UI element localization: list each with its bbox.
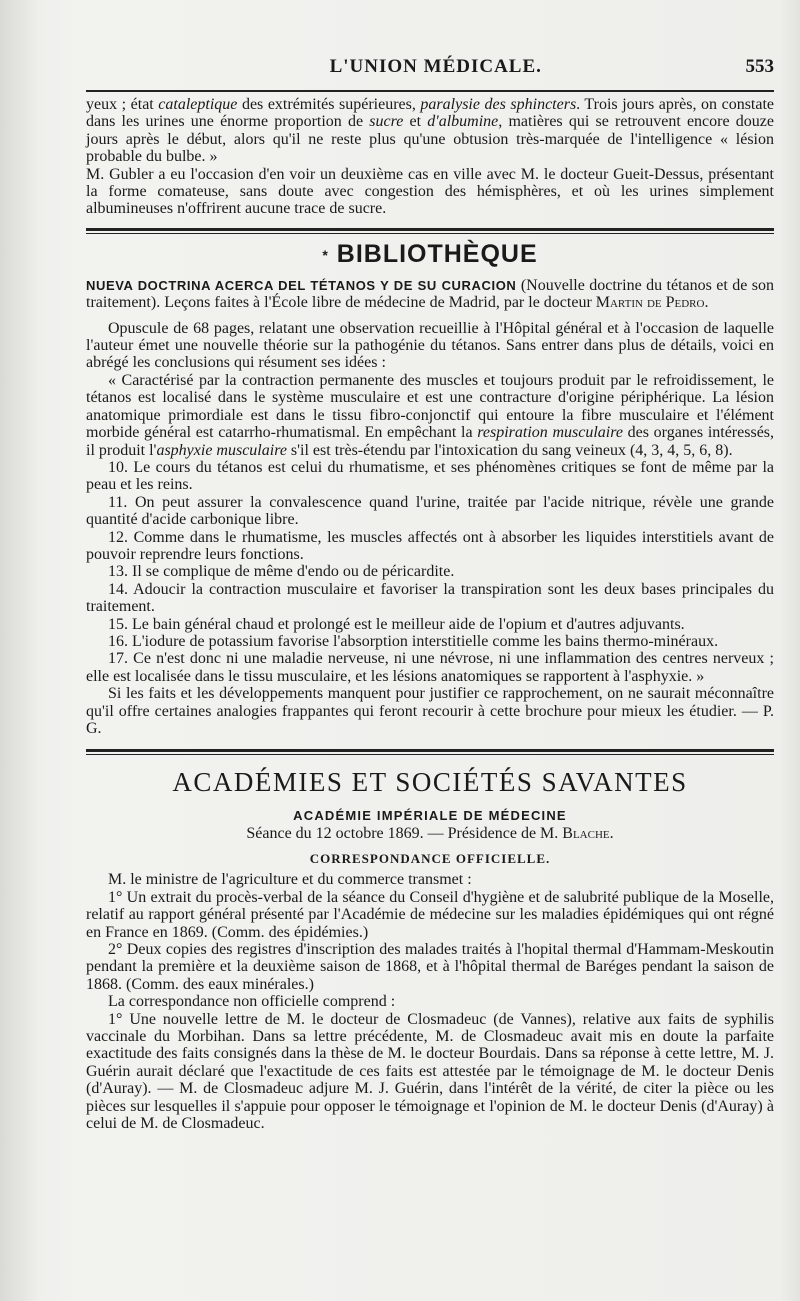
conclusion-item: 10. Le cours du tétanos est celui du rhumatisme, et ses phénomènes critiques se font de même par la peau et les reins. [86, 458, 774, 494]
paragraph-minister: M. le ministre de l'agriculture et du commerce transmet : [108, 871, 472, 889]
conclusion-item: 14. Adoucir la contraction musculaire et favoriser la transpiration sont les deux bases principales du traitement. [86, 580, 774, 616]
conclusion-item: 16. L'iodure de potassium favorise l'absorption interstitielle comme les bains thermo-minéraux. [108, 632, 719, 650]
author-name: Martin de Pedro [595, 294, 705, 312]
paragraph-item-2: 2° Deux copies des registres d'inscription des malades traités à l'hopital thermal d'Hammam-Meskoutin pendant la première et la deuxième saison de 1868, et à l'hôpital thermal de Baréges pendant la saison de 1868. (Comm. des eaux minérales.) [86, 941, 774, 993]
conclusion-item: 12. Comme dans le rhumatisme, les muscles affectés ont à absorber les liquides interstitiels avant de pouvoir reprendre leurs fonctions. [86, 528, 774, 563]
asterisk-ornament: * [322, 247, 329, 264]
page-number: 553 [745, 56, 774, 77]
conclusion-item: 17. Ce n'est donc ni une maladie nerveuse, ni une névrose, ni une inflammation des centres nerveux ; elle est localisée dans le tissu musculaire, et les lésions anatomiques se rapportent à l'asphyxie. » [86, 650, 774, 685]
academy-name: ACADÉMIE IMPÉRIALE DE MÉDECINE [293, 808, 567, 824]
paragraph-gubler: M. Gubler a eu l'occasion d'en voir un deuxième cas en ville avec M. le docteur Gueit-Dessus, présentant la forme comateuse, sans doute avec congestion des hémisphères, et où les urines simplement albumineuses n'offrirent aucune trace de sucre. [86, 165, 774, 218]
section-title-academies: ACADÉMIES ET SOCIÉTÉS SAVANTES [172, 767, 688, 798]
president-name: Blache [562, 825, 610, 843]
paragraph-intro: Opuscule de 68 pages, relatant une observation recueillie à l'Hôpital général et à l'occasion de laquelle l'auteur émet une nouvelle théorie sur la pathogénie du tétanos. Sans entrer dans plus de détails, voici en abrégé les conclusions qui résument ses idées : [86, 319, 774, 372]
seance-line: Séance du 12 octobre 1869. — Présidence de M. Blache. [246, 825, 614, 843]
book-reference: NUEVA DOCTRINA ACERCA DEL TÉTANOS Y DE SU CURACION (Nouvelle doctrine du tétanos et de son traitement). Leçons faites à l'École libre de médecine de Madrid, par le docteur Martin de Pedro. [86, 276, 774, 312]
section-divider [86, 749, 774, 755]
paragraph-quote: « Caractérisé par la contraction permanente des muscles et toujours produit par le refroidissement, le tétanos est localisé dans le système musculaire et est une contracture d'origine périphérique. La lésion anatomique primordiale est dans le tissu fibro-conjonctif qui entoure la fibre musculaire et l'élément morbide général est catarrho-rhumatismal. En empêchant la respiration musculaire des organes intéressés, il produit l'asphyxie musculaire s'il est très-étendu par l'intoxication du sang veineux (4, 3, 4, 5, 6, 8). [86, 371, 775, 459]
section-title-bibliotheque: * BIBLIOTHÈQUE [322, 239, 538, 268]
book-title: NUEVA DOCTRINA ACERCA DEL TÉTANOS Y DE SU CURACION [86, 277, 517, 293]
paragraph-nonofficial: La correspondance non officielle comprend : [108, 993, 396, 1011]
running-title: L'UNION MÉDICALE. [329, 56, 542, 77]
paragraph-closing: Si les faits et les développements manquent pour justifier ce rapprochement, on ne saurait méconnaître qu'il offre certaines analogies frappantes qui feront recourir à cette brochure pour mieux les étudier. — P. G. [86, 685, 774, 737]
conclusion-item: 11. On peut assurer la convalescence quand l'urine, traitée par l'acide nitrique, révèle une grande quantité d'acide carbonique libre. [86, 493, 774, 529]
conclusion-item: 15. Le bain général chaud et prolongé est le meilleur aide de l'opium et d'autres adjuvants. [108, 615, 685, 633]
paragraph-cataleptique: yeux ; état cataleptique des extrémités supérieures, paralysie des sphincters. Trois jours après, on constate dans les urines une énorme proportion de sucre et d'albumine, matières qui se retrouvent encore douze jours après le début, alors qu'il ne reste plus qu'une obtusion très-marquée de l'intelligence « lésion probable du bulbe. » [86, 96, 775, 166]
correspondence-heading: CORRESPONDANCE OFFICIELLE. [309, 851, 551, 867]
header-rule [86, 90, 774, 92]
section-divider [86, 228, 774, 234]
page-header [86, 56, 774, 84]
paragraph-item-1: 1° Un extrait du procès-verbal de la séance du Conseil d'hygiène et de salubrité publique de la Moselle, relatif au rapport général présenté par l'Académie de médecine sur les maladies épidémiques qui ont régné en France en 1869. (Comm. des épidémies.) [86, 888, 774, 941]
conclusion-item: 13. Il se complique de même d'endo ou de péricardite. [108, 563, 455, 581]
paragraph-closmadeuc: 1° Une nouvelle lettre de M. le docteur de Closmadeuc (de Vannes), relative aux faits de syphilis vaccinale du Morbihan. Dans sa lettre précédente, M. de Closmadeuc avait mis en doute la parfaite exactitude des faits consignés dans la thèse de M. le docteur Bourdais. Dans sa réponse à cette lettre, M. J. Guérin aurait déclaré que l'exactitude de ces faits est attestée par le témoignage de M. le docteur Denis (d'Auray). — M. de Closmadeuc adjure M. J. Guérin, dans l'intérêt de la vérité, de citer la pièce ou les pièces sur lesquelles il s'appuie pour opposer le témoignage et l'opinion de M. le docteur Denis (d'Auray) à celui de M. de Closmadeuc. [86, 1010, 774, 1133]
